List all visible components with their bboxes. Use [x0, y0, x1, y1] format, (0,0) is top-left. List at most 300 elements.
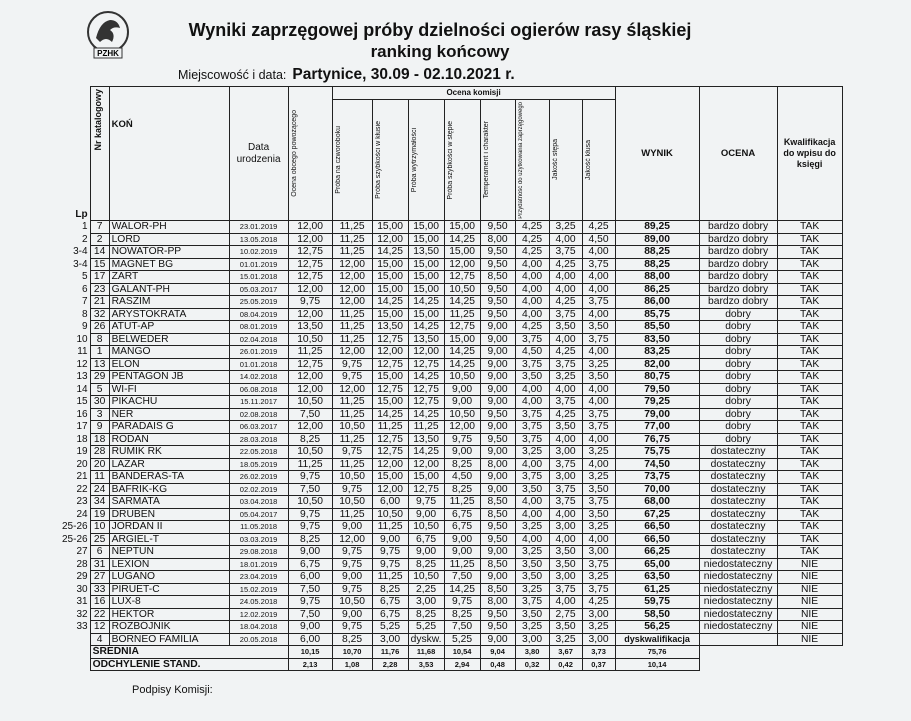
row-score: 4,00: [582, 308, 615, 321]
row-lp: 11: [77, 346, 88, 358]
row-score: 11,25: [332, 321, 372, 334]
row-score: 11,25: [408, 421, 444, 434]
row-score: 3,00: [372, 633, 408, 646]
row-score: 9,00: [480, 321, 515, 334]
row-score: 10,50: [444, 408, 480, 421]
row-score: 15,00: [408, 271, 444, 284]
row-score: 15,00: [372, 371, 408, 384]
row-wynik: 66,25: [615, 546, 699, 559]
row-kon: ARGIEL-T: [109, 533, 229, 546]
row-ocena: niedostateczny: [699, 571, 777, 584]
row-score: 9,00: [444, 546, 480, 559]
table-row: [60, 633, 842, 646]
row-data-urodzenia: 01.01.2018: [229, 358, 288, 371]
row-score: 9,00: [480, 483, 515, 496]
row-data-urodzenia: 23.01.2019: [229, 221, 288, 234]
row-nr: 16: [90, 596, 109, 609]
table-row: [60, 533, 842, 546]
row-kwalifikacja: TAK: [777, 446, 842, 459]
row-lp: 10: [76, 333, 88, 345]
row-lp: 16: [76, 408, 88, 420]
row-kwalifikacja: TAK: [777, 296, 842, 309]
row-kon: LORD: [109, 233, 229, 246]
row-score: 12,75: [372, 333, 408, 346]
row-score: 3,25: [582, 471, 615, 484]
row-score: 9,00: [288, 621, 332, 634]
row-score: 3,50: [515, 558, 549, 571]
row-data-urodzenia: 06.08.2018: [229, 383, 288, 396]
row-score: 9,00: [480, 396, 515, 409]
srednia-value: 10,15: [288, 646, 332, 659]
row-score: 9,00: [288, 546, 332, 559]
row-lp: 21: [76, 471, 88, 483]
row-nr: 19: [90, 508, 109, 521]
row-kwalifikacja: NIE: [777, 596, 842, 609]
row-nr: 6: [90, 546, 109, 559]
row-score: 9,00: [480, 471, 515, 484]
row-score: 10,50: [372, 508, 408, 521]
row-score: 11,25: [372, 571, 408, 584]
row-score: 9,00: [480, 446, 515, 459]
row-lp: 33: [76, 621, 88, 633]
row-score: 12,00: [332, 283, 372, 296]
row-score: 9,00: [480, 633, 515, 646]
row-score: 11,25: [372, 521, 408, 534]
row-kon: PENTAGON JB: [109, 371, 229, 384]
row-nr: 15: [90, 258, 109, 271]
row-nr: 1: [90, 346, 109, 359]
row-kon: BORNEO FAMILIA: [109, 633, 229, 646]
row-score: 12,00: [372, 346, 408, 359]
row-lp: 23: [76, 496, 88, 508]
col-k5: Temperament i charakter: [480, 99, 515, 221]
row-score: 9,00: [480, 546, 515, 559]
row-wynik: 79,00: [615, 408, 699, 421]
row-score: 3,75: [549, 358, 582, 371]
table-row: [60, 483, 842, 496]
row-score: 3,75: [515, 358, 549, 371]
row-data-urodzenia: 26.02.2019: [229, 471, 288, 484]
row-score: 4,25: [582, 221, 615, 234]
odchylenie-value: 2,94: [444, 658, 480, 671]
row-wynik: 76,75: [615, 433, 699, 446]
row-lp: 3-4: [73, 258, 88, 270]
row-score: 8,25: [444, 608, 480, 621]
row-wynik: 74,50: [615, 458, 699, 471]
row-score: 9,75: [288, 296, 332, 309]
row-score: 4,25: [582, 596, 615, 609]
row-kon: ZART: [109, 271, 229, 284]
row-kon: RUMIK RK: [109, 446, 229, 459]
row-kon: LEXION: [109, 558, 229, 571]
table-row: [60, 508, 842, 521]
row-score: 9,00: [372, 533, 408, 546]
row-score: 9,50: [480, 621, 515, 634]
row-ocena: niedostateczny: [699, 596, 777, 609]
row-kon: PIRUET-C: [109, 583, 229, 596]
row-score: 15,00: [372, 283, 408, 296]
row-kwalifikacja: TAK: [777, 258, 842, 271]
odchylenie-value: 2,28: [372, 658, 408, 671]
row-ocena: dostateczny: [699, 458, 777, 471]
row-score: 9,00: [480, 346, 515, 359]
row-score: 4,50: [515, 346, 549, 359]
row-ocena: dobry: [699, 358, 777, 371]
row-score: 15,00: [408, 283, 444, 296]
row-nr: 33: [90, 583, 109, 596]
table-row: [60, 596, 842, 609]
col-kon: KOŃ: [109, 87, 229, 221]
row-ocena: dobry: [699, 308, 777, 321]
row-lp: 25-26: [62, 533, 88, 545]
row-score: 8,25: [408, 608, 444, 621]
row-score: 9,00: [480, 371, 515, 384]
row-kon: NEPTUN: [109, 546, 229, 559]
row-score: 11,25: [288, 458, 332, 471]
row-kon: WALOR-PH: [109, 221, 229, 234]
row-kwalifikacja: TAK: [777, 271, 842, 284]
row-score: 3,75: [549, 308, 582, 321]
row-score: 9,00: [480, 333, 515, 346]
row-score: 14,25: [372, 246, 408, 259]
row-kwalifikacja: NIE: [777, 608, 842, 621]
row-score: 11,25: [444, 496, 480, 509]
row-data-urodzenia: 06.03.2017: [229, 421, 288, 434]
row-score: 3,50: [582, 321, 615, 334]
row-lp: 2: [82, 233, 88, 245]
col-k3: Próba wytrzymałości: [408, 99, 444, 221]
row-score: 6,00: [288, 571, 332, 584]
row-ocena: bardzo dobry: [699, 221, 777, 234]
row-wynik: 70,00: [615, 483, 699, 496]
row-lp: 29: [76, 571, 88, 583]
row-score: 3,75: [515, 333, 549, 346]
row-score: 4,00: [515, 396, 549, 409]
row-ocena: dobry: [699, 421, 777, 434]
row-score: 3,00: [582, 608, 615, 621]
row-score: 9,75: [408, 496, 444, 509]
row-lp: 28: [76, 558, 88, 570]
row-data-urodzenia: 20.05.2018: [229, 633, 288, 646]
row-ocena: niedostateczny: [699, 608, 777, 621]
row-wynik: 75,75: [615, 446, 699, 459]
row-data-urodzenia: 03.04.2018: [229, 496, 288, 509]
row-score: 14,25: [372, 408, 408, 421]
row-kwalifikacja: TAK: [777, 246, 842, 259]
srednia-value: 10,70: [332, 646, 372, 659]
row-score: 3,75: [549, 458, 582, 471]
table-row: [60, 408, 842, 421]
row-score: 3,75: [515, 471, 549, 484]
row-score: 9,00: [444, 446, 480, 459]
row-score: 14,25: [444, 233, 480, 246]
col-k8: Jakość kłusa: [582, 99, 615, 221]
row-score: 8,25: [288, 533, 332, 546]
row-score: 12,00: [408, 346, 444, 359]
col-kwalifikacja: Kwalifikacja do wpisu do księgi: [777, 87, 842, 221]
row-kwalifikacja: NIE: [777, 571, 842, 584]
row-score: 5,25: [408, 621, 444, 634]
row-score: 12,75: [288, 358, 332, 371]
row-score: 15,00: [408, 233, 444, 246]
table-row: [60, 546, 842, 559]
row-nr: 13: [90, 358, 109, 371]
row-kwalifikacja: TAK: [777, 458, 842, 471]
srednia-value: 3,67: [549, 646, 582, 659]
row-score: 3,75: [582, 558, 615, 571]
row-kon: MAGNET BG: [109, 258, 229, 271]
row-wynik: 66,50: [615, 533, 699, 546]
row-kon: RASZIM: [109, 296, 229, 309]
row-score: 14,25: [408, 296, 444, 309]
table-row: [60, 346, 842, 359]
row-data-urodzenia: 13.05.2018: [229, 233, 288, 246]
row-score: 3,75: [515, 596, 549, 609]
table-row: [60, 446, 842, 459]
row-kwalifikacja: NIE: [777, 583, 842, 596]
row-score: 2,25: [408, 583, 444, 596]
row-kon: ELON: [109, 358, 229, 371]
row-score: 14,25: [408, 321, 444, 334]
row-nr: 12: [90, 621, 109, 634]
row-score: 10,50: [332, 496, 372, 509]
odchylenie-value: 1,08: [332, 658, 372, 671]
row-score: 9,50: [480, 246, 515, 259]
row-score: 3,00: [549, 521, 582, 534]
row-score: 5,25: [444, 633, 480, 646]
row-score: 3,75: [582, 408, 615, 421]
row-score: 9,50: [480, 296, 515, 309]
svg-text:PZHK: PZHK: [97, 49, 119, 58]
row-score: 7,50: [444, 621, 480, 634]
row-data-urodzenia: 15.01.2018: [229, 271, 288, 284]
table-row: [60, 458, 842, 471]
row-lp: 22: [76, 483, 88, 495]
row-score: 3,50: [515, 571, 549, 584]
row-kon: ROZBÓJNIK: [109, 621, 229, 634]
row-score: 12,00: [332, 383, 372, 396]
row-score: 8,50: [480, 271, 515, 284]
row-ocena: dobry: [699, 333, 777, 346]
row-score: 4,00: [582, 458, 615, 471]
row-score: 14,25: [372, 296, 408, 309]
row-ocena: dobry: [699, 383, 777, 396]
row-score: 15,00: [408, 221, 444, 234]
row-data-urodzenia: 08.01.2019: [229, 321, 288, 334]
row-score: 8,25: [288, 433, 332, 446]
row-kwalifikacja: TAK: [777, 358, 842, 371]
row-score: 7,50: [288, 583, 332, 596]
row-score: 14,25: [444, 583, 480, 596]
row-score: 9,00: [480, 571, 515, 584]
row-data-urodzenia: 02.08.2018: [229, 408, 288, 421]
row-score: 10,50: [288, 496, 332, 509]
row-score: 3,25: [582, 621, 615, 634]
row-score: 3,00: [549, 446, 582, 459]
table-row: [60, 296, 842, 309]
row-wynik: 67,25: [615, 508, 699, 521]
srednia-value: 3,73: [582, 646, 615, 659]
row-score: 12,00: [288, 221, 332, 234]
row-score: 4,00: [515, 296, 549, 309]
row-score: 9,75: [288, 521, 332, 534]
row-wynik: 61,25: [615, 583, 699, 596]
row-score: 3,50: [549, 546, 582, 559]
row-nr: 10: [90, 521, 109, 534]
odchylenie-label: ODCHYLENIE STAND.: [90, 658, 288, 671]
row-score: 9,00: [408, 546, 444, 559]
row-score: 11,25: [332, 233, 372, 246]
row-wynik: 89,00: [615, 233, 699, 246]
row-kwalifikacja: TAK: [777, 471, 842, 484]
row-score: 15,00: [372, 308, 408, 321]
row-score: 6,75: [444, 508, 480, 521]
row-score: 4,00: [515, 271, 549, 284]
row-wynik: 63,50: [615, 571, 699, 584]
row-nr: 25: [90, 533, 109, 546]
odchylenie-value: 0,37: [582, 658, 615, 671]
row-score: 15,00: [444, 246, 480, 259]
table-row: [60, 221, 842, 234]
table-row: [60, 496, 842, 509]
row-nr: 30: [90, 396, 109, 409]
row-score: 3,75: [582, 258, 615, 271]
row-score: 8,25: [444, 458, 480, 471]
row-score: 6,75: [444, 521, 480, 534]
row-score: 12,00: [444, 258, 480, 271]
row-kwalifikacja: NIE: [777, 621, 842, 634]
table-row: [60, 608, 842, 621]
odchylenie-row: [60, 658, 842, 671]
row-score: 4,50: [582, 233, 615, 246]
row-score: 4,00: [549, 508, 582, 521]
row-data-urodzenia: 08.04.2019: [229, 308, 288, 321]
row-data-urodzenia: 26.01.2019: [229, 346, 288, 359]
table-row: [60, 396, 842, 409]
row-score: 12,00: [288, 233, 332, 246]
row-score: 9,75: [372, 546, 408, 559]
row-score: 12,00: [288, 383, 332, 396]
signatures-label: Podpisy Komisji:: [132, 684, 213, 696]
row-kon: LUX-8: [109, 596, 229, 609]
row-lp: 17: [76, 421, 88, 433]
row-nr: 24: [90, 483, 109, 496]
row-score: 3,50: [549, 421, 582, 434]
row-score: 4,25: [515, 221, 549, 234]
row-score: 8,25: [332, 633, 372, 646]
row-wynik: 56,25: [615, 621, 699, 634]
row-nr: 27: [90, 571, 109, 584]
row-score: 3,25: [515, 521, 549, 534]
row-kwalifikacja: TAK: [777, 321, 842, 334]
row-data-urodzenia: 15.11.2017: [229, 396, 288, 409]
row-score: 9,50: [480, 283, 515, 296]
row-score: 3,25: [549, 221, 582, 234]
row-kwalifikacja: NIE: [777, 633, 842, 646]
row-nr: 14: [90, 246, 109, 259]
row-score: 13,50: [408, 433, 444, 446]
table-row: [60, 571, 842, 584]
row-nr: 32: [90, 308, 109, 321]
row-kwalifikacja: TAK: [777, 383, 842, 396]
row-wynik: 86,25: [615, 283, 699, 296]
row-score: 11,25: [332, 433, 372, 446]
row-score: 9,50: [480, 408, 515, 421]
col-k6: Przydatność do użytkowania zaprzęgowego: [515, 99, 549, 221]
table-row: [60, 621, 842, 634]
row-score: 4,00: [515, 258, 549, 271]
row-score: 4,00: [582, 271, 615, 284]
row-wynik: 83,25: [615, 346, 699, 359]
row-data-urodzenia: 01.01.2019: [229, 258, 288, 271]
row-kon: JORDAN II: [109, 521, 229, 534]
row-score: 9,75: [332, 446, 372, 459]
row-score: 4,00: [515, 383, 549, 396]
row-score: 3,25: [582, 446, 615, 459]
row-score: 9,50: [480, 521, 515, 534]
row-score: 15,00: [372, 221, 408, 234]
row-lp: 6: [82, 283, 88, 295]
row-score: 10,50: [288, 333, 332, 346]
pzhk-logo-icon: [82, 8, 134, 60]
row-wynik: 80,75: [615, 371, 699, 384]
row-score: 9,00: [444, 533, 480, 546]
table-row: [60, 371, 842, 384]
row-score: 4,00: [582, 396, 615, 409]
row-score: 13,50: [408, 333, 444, 346]
table-row: [60, 321, 842, 334]
row-data-urodzenia: 15.02.2019: [229, 583, 288, 596]
row-lp: 15: [76, 396, 88, 408]
row-score: 11,25: [332, 246, 372, 259]
row-kwalifikacja: TAK: [777, 508, 842, 521]
row-score: 11,25: [372, 421, 408, 434]
row-score: 4,00: [582, 533, 615, 546]
row-kwalifikacja: TAK: [777, 371, 842, 384]
row-data-urodzenia: 11.05.2018: [229, 521, 288, 534]
row-score: 10,50: [332, 471, 372, 484]
row-lp: 25-26: [62, 521, 88, 533]
row-lp: 30: [76, 583, 88, 595]
row-score: 3,75: [549, 246, 582, 259]
row-wynik: 88,00: [615, 271, 699, 284]
row-score: 3,50: [515, 371, 549, 384]
row-kon: NOWATOR-PP: [109, 246, 229, 259]
table-row: [60, 271, 842, 284]
row-kwalifikacja: TAK: [777, 233, 842, 246]
row-lp: 12: [76, 358, 88, 370]
row-score: 3,75: [549, 496, 582, 509]
row-score: 10,50: [444, 283, 480, 296]
row-lp: 8: [82, 308, 88, 320]
row-kon: BELWEDER: [109, 333, 229, 346]
row-kwalifikacja: TAK: [777, 408, 842, 421]
row-score: 13,50: [288, 321, 332, 334]
row-kwalifikacja: TAK: [777, 546, 842, 559]
row-ocena: dostateczny: [699, 471, 777, 484]
srednia-row: [60, 646, 842, 659]
row-wynik: 68,00: [615, 496, 699, 509]
row-score: 3,25: [515, 446, 549, 459]
row-score: 12,00: [288, 283, 332, 296]
row-score: 4,00: [582, 246, 615, 259]
row-score: 13,50: [408, 246, 444, 259]
row-nr: 11: [90, 471, 109, 484]
row-kon: NER: [109, 408, 229, 421]
row-score: 9,75: [444, 433, 480, 446]
row-score: 10,50: [408, 571, 444, 584]
row-wynik: 59,75: [615, 596, 699, 609]
